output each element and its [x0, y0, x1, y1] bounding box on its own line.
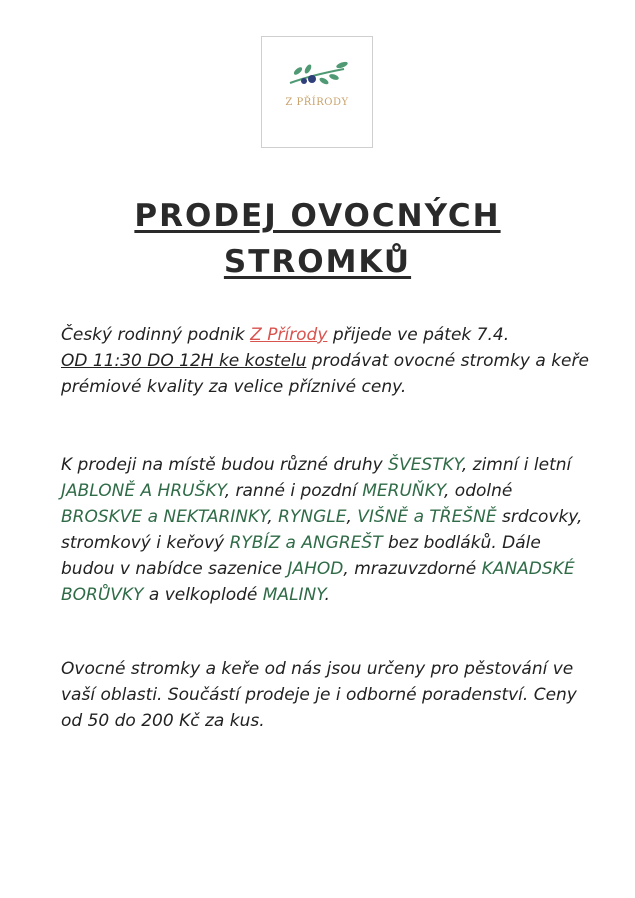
text-span: bez bodláků. Dále budou v nabídce sazenice	[61, 533, 541, 579]
text-span: prodávat ovocné stromky a keře prémiové kvality za velice příznivé ceny.	[61, 351, 589, 397]
intro-paragraph	[61, 322, 591, 400]
text-span: přijede ve pátek 7.4.	[327, 325, 510, 345]
text-span: .	[324, 585, 330, 605]
title-line-1: PRODEJ OVOCNÝCH	[134, 198, 501, 234]
product-name: VIŠNĚ a TŘEŠNĚ	[357, 507, 497, 527]
text-span: ,	[346, 507, 358, 527]
brand-name: Z Přírody	[250, 325, 328, 345]
product-name: ŠVESTKY	[388, 455, 462, 475]
brand-logo	[261, 36, 373, 148]
product-name: JAHOD	[287, 559, 344, 579]
product-name: MERUŇKY	[362, 481, 444, 501]
text-span: srdcovky, stromkový i keřový	[61, 507, 583, 553]
time-place: OD 11:30 DO 12H ke kostelu	[61, 351, 307, 371]
text-span: , mrazuvzdorné	[343, 559, 482, 579]
page-title	[0, 193, 635, 285]
product-name: BROSKVE a NEKTARINKY	[61, 507, 268, 527]
product-name: RYBÍZ a ANGREŠT	[229, 533, 383, 553]
text-span: , zimní i letní	[461, 455, 572, 475]
text-span: K prodeji na místě budou různé druhy	[61, 455, 389, 475]
text-span: a velkoplodé	[143, 585, 263, 605]
product-name: KANADSKÉ BORŮVKY	[61, 559, 575, 605]
info-paragraph: Ovocné stromky a keře od nás jsou určeny pro pěstování ve vaší oblasti. Součástí prodeje je i odborné poradenství. Ceny od 50 do 200 Kč za kus.	[61, 659, 577, 731]
text-span: ,	[267, 507, 279, 527]
text-span: , odolné	[444, 481, 513, 501]
product-name: JABLONĚ A HRUŠKY	[61, 481, 225, 501]
leaf-branch-icon	[282, 55, 354, 95]
product-name: RYNGLE	[278, 507, 347, 527]
text-span: Český rodinný podnik	[61, 325, 251, 345]
logo-brand-text: Z PŘÍRODY	[285, 97, 349, 108]
product-paragraph	[61, 452, 591, 608]
product-name: MALINY	[262, 585, 325, 605]
text-span: , ranné i pozdní	[224, 481, 363, 501]
title-line-2: STROMKŮ	[223, 244, 412, 280]
